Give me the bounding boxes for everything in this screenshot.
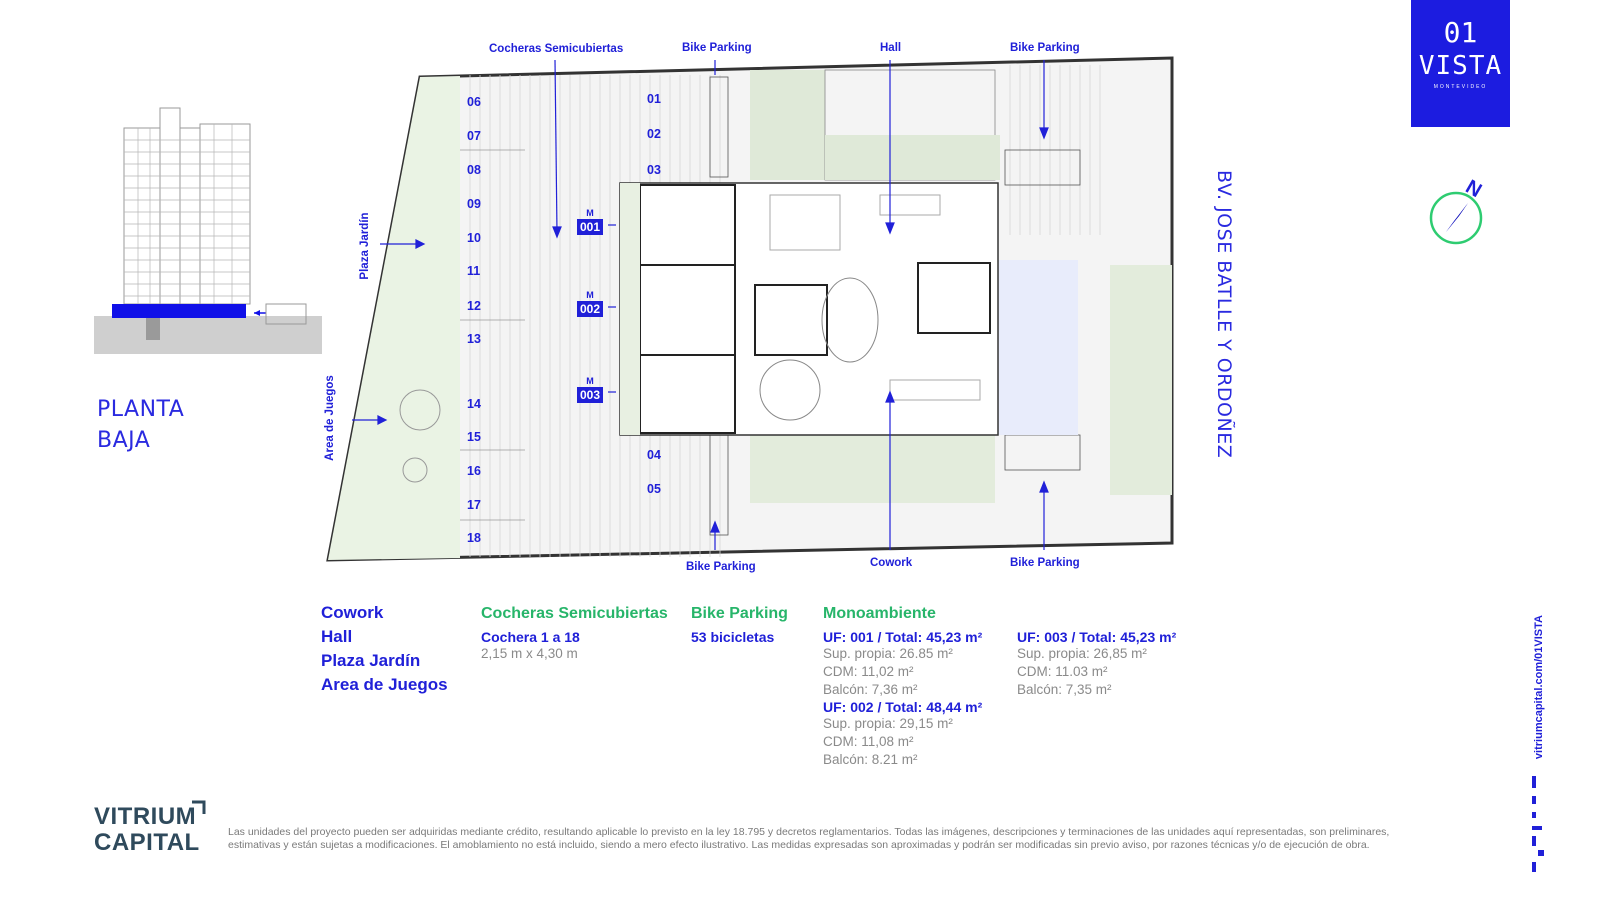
parking-spot-number: 06 [467,95,481,109]
title-line-2: BAJA [97,428,151,453]
brand-line-2: CAPITAL [94,829,200,856]
parking-spot-number: 17 [467,498,481,512]
legend-bike-title: Bike Parking [691,605,788,622]
legend-uf003-line: CDM: 11.03 m² [1017,664,1108,679]
logo-number: 01 [1443,16,1478,49]
legal-disclaimer [228,826,1518,852]
callout-bike-parking-top-right: Bike Parking [1010,42,1080,54]
parking-spot-number: 13 [467,332,481,346]
parking-spot-number: 09 [467,197,481,211]
parking-spot-number: 14 [467,397,481,411]
legend-uf003-head: UF: 003 / Total: 45,23 m² [1017,629,1177,645]
legend-uf001-line: CDM: 11,02 m² [823,664,914,679]
legend-uf003-line: Sup. propia: 26,85 m² [1017,646,1147,661]
parking-spot-number: 03 [647,163,661,177]
callout-hall: Hall [880,42,902,54]
logo-word: VISTA [1418,51,1503,81]
legend-cocheras-dims: 2,15 m x 4,30 m [481,646,578,661]
legend-uf001-head: UF: 001 / Total: 45,23 m² [823,629,983,645]
parking-spot-number: 05 [647,482,661,496]
disclaimer-line-1: Las unidades del proyecto pueden ser adquiridas mediante crédito, resultando aplicable lo previsto en la ley 18.795 y decretos reglamentarios. Todas las imágenes, descripciones y terminaciones de las unidades aquí representadas, son preliminares, [228,826,1390,838]
legend-bike [691,605,788,645]
legend-bike-sub: 53 bicicletas [691,629,775,645]
legend-area-item: Hall [321,627,353,646]
floor-plan [320,55,1200,575]
callout-bike-parking-top-left: Bike Parking [682,42,752,54]
unit-marker-number: 001 [577,219,603,235]
parking-spot-number: 18 [467,531,481,545]
building-elevation-thumbnail [94,100,324,356]
parking-spot-number: 07 [467,129,481,143]
parking-spot-number: 16 [467,464,481,478]
legend-uf001-line: Balcón: 7,36 m² [823,682,918,697]
legend-uf002-line: Sup. propia: 29,15 m² [823,716,953,731]
parking-spot-number: 02 [647,127,661,141]
legend-cocheras-title: Cocheras Semicubiertas [481,605,668,622]
unit-marker-001[interactable] [577,208,603,235]
legend-area-item: Cowork [321,603,384,622]
parking-spot-number: 10 [467,231,481,245]
legend-cocheras-sub: Cochera 1 a 18 [481,629,580,645]
page-title [97,394,184,456]
title-line-1: PLANTA [97,397,185,422]
website-url[interactable]: vitriumcapital.com/01VISTA [1533,615,1545,760]
legend-uf002-line: Balcón: 8.21 m² [823,752,918,767]
unit-marker-letter: M [586,208,594,218]
unit-marker-letter: M [586,376,594,386]
legend-uf001-line: Sup. propia: 26.85 m² [823,646,953,661]
legend-uf003-line: Balcón: 7,35 m² [1017,682,1112,697]
callout-bike-parking-bottom-left: Bike Parking [686,561,756,573]
disclaimer-line-2: estimativas y están sujetas a modificaciones. El amoblamiento no está incluido, siendo a mero efecto ilustrativo. Las medidas expresadas son aproximadas y podrán ser modificadas sin previo aviso, por razones técnicas y/o de ejecución de obra. [228,839,1370,851]
vitrium-capital-logo [94,804,200,856]
decorative-pixel-bar [1532,776,1546,886]
callout-area-de-juegos: Area de Juegos [324,375,336,461]
callout-bike-parking-bottom-right: Bike Parking [1010,557,1080,569]
callout-cocheras-semicubiertas: Cocheras Semicubiertas [489,43,624,55]
street-name: BV. JOSE BATLLE Y ORDOÑEZ [1213,170,1235,459]
compass-north-letter: N [1461,175,1486,203]
compass-icon [1428,176,1498,248]
legend-uf002-line: CDM: 11,08 m² [823,734,914,749]
parking-spot-number: 08 [467,163,481,177]
logo-tiny: MONTEVIDEO [1433,84,1488,90]
parking-spot-number: 01 [647,92,661,106]
callout-plaza-jardin: Plaza Jardín [359,212,371,280]
legend-monoambiente [823,605,982,769]
brand-line-1: VITRIUM [94,803,197,830]
unit-marker-number: 002 [577,301,603,317]
legend-mono-title: Monoambiente [823,605,936,622]
callout-cowork: Cowork [870,557,913,569]
parking-spot-number: 04 [647,448,661,462]
legend-uf002-head: UF: 002 / Total: 48,44 m² [823,699,983,715]
legend-area-item: Plaza Jardín [321,651,421,670]
unit-marker-002[interactable] [577,290,603,317]
legend-area-item: Area de Juegos [321,675,448,694]
parking-spot-number: 12 [467,299,481,313]
vitrium-logo-mark-icon [190,800,206,816]
parking-spot-number: 15 [467,430,481,444]
plaza-jardin-area [328,76,460,560]
legend-areas [321,601,448,697]
parking-spot-number: 11 [467,264,481,278]
brand-logo-01-vista [1411,0,1510,127]
unit-marker-number: 003 [577,387,603,403]
unit-marker-letter: M [586,290,594,300]
legend-cocheras [481,605,668,663]
unit-marker-003[interactable] [577,376,603,403]
legend-uf003 [1017,629,1176,699]
